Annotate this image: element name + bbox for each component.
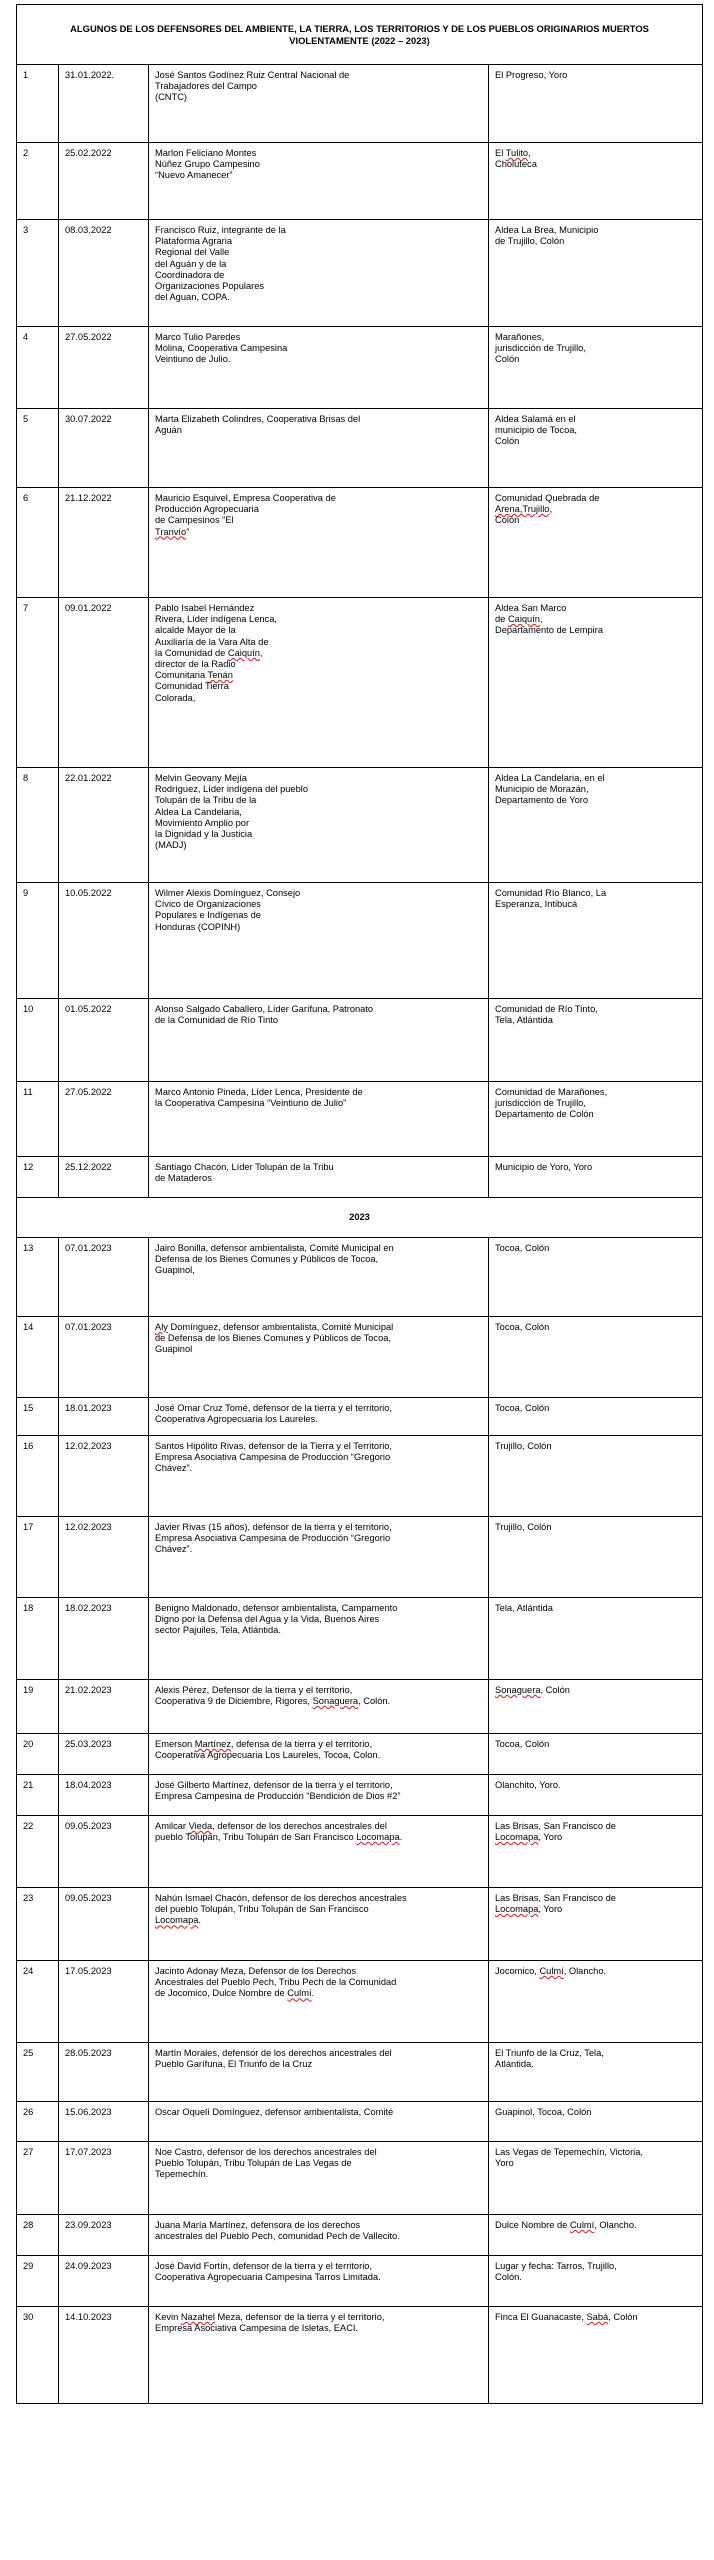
row-name-organization [149, 143, 489, 220]
row-place-line: Guapinol, Tocoa, Colón [495, 2107, 592, 2117]
row-place [489, 1888, 703, 1961]
row-name-organization [149, 1680, 489, 1734]
row-place [489, 488, 703, 598]
row-name-organization-line: ancestrales del Pueblo Pech, comunidad Pech de Vallecito. [155, 2231, 400, 2242]
row-name-organization [149, 1961, 489, 2043]
row-name-organization-line: de Mataderos [155, 1173, 212, 1184]
row-name-organization-line: Pablo Isabel Hernández [155, 603, 255, 613]
row-place-line: Tocoa, Colón [495, 1243, 550, 1253]
table-row [17, 65, 703, 143]
row-name-organization-line: Cooperativa Agropecuaria los Laureles. [155, 1414, 318, 1425]
row-name-organization-line: Regional del Valle [155, 247, 230, 258]
row-number: 5 [17, 409, 59, 488]
row-name-organization-line: Chávez”. [155, 1544, 193, 1555]
row-date: 07.01.2023 [59, 1238, 149, 1317]
row-name-organization-line: Tepemechín. [155, 2169, 209, 2180]
row-name-organization [149, 2215, 489, 2256]
row-name-organization-line: Aguán [155, 425, 182, 436]
row-place-line: Aldea La Brea, Municipio [495, 225, 599, 235]
row-place [489, 598, 703, 768]
row-place-line: Finca El Guanacaste, Sabá, Colón [495, 2312, 638, 2322]
row-date: 18.01.2023 [59, 1398, 149, 1436]
row-place-line: Aldea San Marco [495, 603, 567, 613]
row-place [489, 1398, 703, 1436]
row-place-line: Comunidad de Río Tinto, [495, 1004, 598, 1014]
row-date: 30.07.2022 [59, 409, 149, 488]
row-place [489, 768, 703, 883]
row-number: 19 [17, 1680, 59, 1734]
row-name-organization [149, 1734, 489, 1775]
row-name-organization-line: Marlon Feliciano Montes [155, 148, 257, 158]
row-name-organization-line: director de la Radio [155, 659, 236, 670]
row-name-organization [149, 1816, 489, 1888]
table-row [17, 2256, 703, 2307]
row-name-organization-line: Ancestrales del Pueblo Pech, Tribu Pech de la Comunidad [155, 1977, 397, 1988]
row-name-organization-line: Tolupán de la Tribu de la [155, 795, 257, 806]
table-row [17, 999, 703, 1082]
row-place-line: Tela, Atlántida [495, 1603, 553, 1613]
row-name-organization-line: José Omar Cruz Tomé, defensor de la tierra y el territorio, [155, 1403, 392, 1413]
table-row [17, 409, 703, 488]
row-number: 20 [17, 1734, 59, 1775]
row-name-organization-line: Pueblo Garífuna, El Triunfo de la Cruz [155, 2059, 313, 2070]
row-place-line: Choluteca [495, 159, 537, 170]
row-name-organization-line: Pueblo Tolupán, Tribu Tolupán de Las Vegas de [155, 2158, 352, 2169]
row-number: 16 [17, 1436, 59, 1517]
table-row [17, 1680, 703, 1734]
row-number: 18 [17, 1598, 59, 1680]
row-place-line: Municipio de Yoro, Yoro [495, 1162, 593, 1172]
row-name-organization-line: Marco Antonio Pineda, Líder Lenca, Presidente de [155, 1087, 363, 1097]
year-row-2023 [17, 1198, 703, 1238]
row-name-organization-line: del pueblo Tolupán, Tribu Tolupán de San Francisco [155, 1904, 369, 1915]
title-row [17, 5, 703, 65]
row-name-organization-line: la Cooperativa Campesina “Veintiuno de Julio” [155, 1098, 347, 1109]
row-place-line: jurisdicción de Trujillo, [495, 1098, 586, 1109]
row-place [489, 883, 703, 999]
row-name-organization-line: Organizaciones Populares [155, 281, 265, 292]
row-place-line: Atlántida. [495, 2059, 534, 2070]
row-name-organization [149, 598, 489, 768]
row-place-line: Olanchito, Yoro. [495, 1780, 561, 1790]
row-date: 15.06.2023 [59, 2102, 149, 2142]
row-date: 01.05.2022 [59, 999, 149, 1082]
row-name-organization-line: Auxiliaría de la Vara Alta de [155, 636, 269, 647]
row-date: 28.05.2023 [59, 2043, 149, 2102]
row-name-organization [149, 327, 489, 409]
row-name-organization-line: Comunidad Tierra [155, 681, 229, 692]
row-date: 09.05.2023 [59, 1888, 149, 1961]
row-name-organization [149, 2142, 489, 2215]
table-row [17, 1598, 703, 1680]
row-name-organization-line: Nahún Ismael Chacón, defensor de los derechos ancestrales [155, 1893, 407, 1903]
row-name-organization-line: “Nuevo Amanecer” [155, 170, 233, 181]
row-place [489, 327, 703, 409]
row-name-organization [149, 1398, 489, 1436]
row-name-organization-line: Jairo Bonilla, defensor ambientalista, Comité Municipal en [155, 1243, 394, 1253]
table-row [17, 1157, 703, 1198]
table-row [17, 2142, 703, 2215]
row-number: 4 [17, 327, 59, 409]
row-place-line: Departamento de Lempira [495, 625, 604, 636]
row-name-organization-line: José Santos Godínez Ruiz Central Nacional de [155, 70, 350, 80]
row-name-organization [149, 1157, 489, 1198]
row-name-organization-line: la Comunidad de Caiquín, [155, 647, 263, 658]
row-date: 18.04.2023 [59, 1775, 149, 1816]
row-place-line: Dulce Nombre de Culmí, Olancho. [495, 2220, 637, 2230]
row-name-organization-line: Locomapa. [155, 1915, 202, 1926]
table-row [17, 143, 703, 220]
row-place-line: Trujillo, Colón [495, 1441, 552, 1451]
row-place-line: Tocoa, Colón [495, 1739, 550, 1749]
table-row [17, 1238, 703, 1317]
row-date: 23.09.2023 [59, 2215, 149, 2256]
row-place-line: de Caiquín, [495, 614, 543, 625]
row-name-organization-line: Javier Rivas (15 años), defensor de la tierra y el territorio, [155, 1522, 392, 1532]
row-name-organization-line: Jacinto Adonay Meza, Defensor de los Derechos [155, 1966, 357, 1976]
row-place-line: Yoro [495, 2158, 514, 2169]
row-place-line: Departamento de Yoro [495, 795, 589, 806]
row-name-organization-line: José David Fortín, defensor de la tierra y el territorio, [155, 2261, 373, 2271]
table-row [17, 1816, 703, 1888]
row-name-organization-line: la Dignidad y la Justicia [155, 829, 253, 840]
row-name-organization-line: (CNTC) [155, 92, 188, 103]
row-place [489, 1734, 703, 1775]
row-name-organization-line: Empresa Asociativa Campesina de Producción “Gregorio [155, 1452, 391, 1463]
row-name-organization-line: Wilmer Alexis Domínguez, Consejo [155, 888, 301, 898]
row-name-organization-line: de Campesinos “El [155, 515, 234, 526]
row-place-line: Comunidad Quebrada de [495, 493, 600, 503]
row-name-organization-line: Rivera, Líder indígena Lenca, [155, 614, 277, 625]
row-place [489, 220, 703, 327]
row-name-organization-line: Marta Elizabeth Colindres, Cooperativa Brisas del [155, 414, 361, 424]
row-place-line: Jocomico, Culmí, Olancho. [495, 1966, 607, 1976]
table-row [17, 883, 703, 999]
row-name-organization-line: Guapinol, [155, 1265, 195, 1276]
row-date: 31.01.2022. [59, 65, 149, 143]
row-name-organization-line: Coordinadora de [155, 269, 225, 280]
row-place-line: Las Vegas de Tepemechín, Victoria, [495, 2147, 643, 2157]
row-place-line: Tocoa, Colón [495, 1322, 550, 1332]
row-name-organization-line: Cívico de Organizaciones [155, 899, 261, 910]
row-place-line: Comunidad Río Blanco, La [495, 888, 607, 898]
row-name-organization-line: alcalde Mayor de la [155, 625, 236, 636]
row-number: 26 [17, 2102, 59, 2142]
row-number: 8 [17, 768, 59, 883]
row-date: 10.05.2022 [59, 883, 149, 999]
row-place [489, 1317, 703, 1398]
row-name-organization-line: Juana María Martínez, defensora de los derechos [155, 2220, 361, 2230]
row-name-organization-line: Tranvío” [155, 526, 190, 537]
table-row [17, 1775, 703, 1816]
row-number: 13 [17, 1238, 59, 1317]
row-name-organization-line: de Jocomico, Dulce Nombre de Culmí. [155, 1988, 315, 1999]
row-place [489, 1436, 703, 1517]
row-place-line: Locomapa, Yoro [495, 1832, 563, 1843]
row-place-line: Sonaguera, Colón [495, 1685, 570, 1695]
row-number: 2 [17, 143, 59, 220]
row-name-organization [149, 2256, 489, 2307]
row-place [489, 2142, 703, 2215]
row-place-line: Tocoa, Colón [495, 1403, 550, 1413]
row-date: 07.01.2023 [59, 1317, 149, 1398]
row-name-organization-line: Honduras (COPINH) [155, 921, 241, 932]
row-place-line: de Trujillo, Colón [495, 236, 565, 247]
row-name-organization-line: Noe Castro, defensor de los derechos ancestrales del [155, 2147, 377, 2157]
table-row [17, 1734, 703, 1775]
row-place-line: Aldea Salamá en el [495, 414, 576, 424]
row-place-line: El Progreso, Yoro [495, 70, 568, 80]
row-date: 12.02.2023 [59, 1436, 149, 1517]
row-name-organization-line: Molina, Cooperativa Campesina [155, 343, 288, 354]
row-place-line: Marañones, [495, 332, 545, 342]
row-name-organization-line: de Defensa de los Bienes Comunes y Públicos de Tocoa, [155, 1333, 392, 1344]
table-row [17, 2102, 703, 2142]
row-name-organization-line: Movimiento Amplio por [155, 817, 250, 828]
row-place [489, 2043, 703, 2102]
row-place-line: municipio de Tocoa, [495, 425, 578, 436]
row-place-line: Aldea La Candelaria, en el [495, 773, 605, 783]
row-number: 12 [17, 1157, 59, 1198]
row-name-organization-line: Marco Tulio Paredes [155, 332, 241, 342]
table-row [17, 1436, 703, 1517]
row-date: 27.05.2022 [59, 327, 149, 409]
table-row [17, 1398, 703, 1436]
row-place [489, 409, 703, 488]
row-date: 12.02.2023 [59, 1517, 149, 1598]
row-place-line: Colón [495, 354, 520, 365]
row-place [489, 1238, 703, 1317]
row-name-organization-line: Aly Domínguez, defensor ambientalista, Comité Municipal [155, 1322, 394, 1332]
row-name-organization [149, 1436, 489, 1517]
row-place [489, 2307, 703, 2404]
row-number: 24 [17, 1961, 59, 2043]
row-date: 17.05.2023 [59, 1961, 149, 2043]
row-place-line: El Tulito, [495, 148, 531, 158]
row-name-organization-line: de la Comunidad de Río Tinto [155, 1015, 279, 1026]
victims-table [16, 4, 703, 2404]
row-place-line: Las Brisas, San Francisco de [495, 1821, 616, 1831]
row-date: 09.01.2022 [59, 598, 149, 768]
row-name-organization-line: Oscar Oquelí Domínguez, defensor ambientalista, Comité [155, 2107, 394, 2117]
table-row [17, 1082, 703, 1157]
row-place [489, 1598, 703, 1680]
row-place-line: Esperanza, Intibucá [495, 899, 578, 910]
row-number: 27 [17, 2142, 59, 2215]
row-name-organization-line: Digno por la Defensa del Agua y la Vida, Buenos Aires [155, 1614, 380, 1625]
row-date: 22.01.2022 [59, 768, 149, 883]
row-place [489, 143, 703, 220]
row-name-organization [149, 2102, 489, 2142]
row-name-organization-line: Comunitaria Tenán [155, 670, 233, 681]
table-row [17, 598, 703, 768]
row-number: 30 [17, 2307, 59, 2404]
row-place-line: Tela, Atlántida [495, 1015, 553, 1026]
row-name-organization-line: Defensa de los Bienes Comunes y Públicos de Tocoa, [155, 1254, 379, 1265]
row-place [489, 1157, 703, 1198]
row-name-organization-line: Emerson Martínez, defensa de la tierra y el territorio, [155, 1739, 373, 1749]
row-place-line: Departamento de Colón [495, 1109, 594, 1120]
row-name-organization-line: Alonso Salgado Caballero, Líder Garífuna, Patronato [155, 1004, 374, 1014]
row-place [489, 1680, 703, 1734]
row-place [489, 65, 703, 143]
row-name-organization [149, 2043, 489, 2102]
row-number: 29 [17, 2256, 59, 2307]
table-row [17, 2043, 703, 2102]
row-place-line: Las Brisas, San Francisco de [495, 1893, 616, 1903]
row-place-line: Arena,Trujillo, [495, 504, 553, 515]
row-name-organization-line: sector Pajuiles, Tela, Atlántida. [155, 1625, 281, 1636]
row-name-organization [149, 1238, 489, 1317]
row-place [489, 1961, 703, 2043]
row-name-organization-line: Cooperativa Agropecuaria Los Laureles, Tocoa, Colon. [155, 1750, 381, 1761]
title-line-2: VIOLENTAMENTE (2022 – 2023) [289, 34, 430, 46]
row-date: 21.02.2023 [59, 1680, 149, 1734]
row-name-organization [149, 883, 489, 999]
row-name-organization-line: Producción Agropecuaria [155, 504, 259, 515]
row-place-line: Colón [495, 436, 520, 447]
row-name-organization-line: Benigno Maldonado, defensor ambientalista, Campamento [155, 1603, 398, 1613]
row-name-organization-line: Guapinol [155, 1344, 193, 1355]
row-place-line: Municipio de Morazán, [495, 784, 589, 795]
row-name-organization-line: Martín Morales, defensor de los derechos ancestrales del [155, 2048, 392, 2058]
row-number: 22 [17, 1816, 59, 1888]
row-number: 7 [17, 598, 59, 768]
row-place-line: jurisdicción de Trujillo, [495, 343, 586, 354]
row-date: 21.12.2022 [59, 488, 149, 598]
row-place [489, 1082, 703, 1157]
row-name-organization [149, 65, 489, 143]
row-name-organization-line: Trabajadores del Campo [155, 81, 257, 92]
row-number: 9 [17, 883, 59, 999]
row-name-organization-line: (MADJ) [155, 840, 187, 851]
row-date: 18.02.2023 [59, 1598, 149, 1680]
row-number: 10 [17, 999, 59, 1082]
year-heading: 2023 [17, 1198, 703, 1238]
row-place [489, 2256, 703, 2307]
table-row [17, 488, 703, 598]
row-name-organization-line: Santiago Chacón, Líder Tolupán de la Tribu [155, 1162, 334, 1172]
row-name-organization-line: Amilcar Vieda, defensor de los derechos ancestrales del [155, 1821, 387, 1831]
row-name-organization-line: del Aguan, COPA. [155, 292, 230, 303]
row-name-organization [149, 1082, 489, 1157]
table-row [17, 2215, 703, 2256]
row-name-organization-line: Populares e Indígenas de [155, 910, 261, 921]
row-date: 14.10.2023 [59, 2307, 149, 2404]
row-date: 25.02.2022 [59, 143, 149, 220]
row-place [489, 1775, 703, 1816]
row-name-organization-line: Francisco Ruiz, integrante de la [155, 225, 286, 235]
row-name-organization-line: Cooperativa Agropecuaria Campesina Tarros Limitada. [155, 2272, 381, 2283]
row-name-organization-line: Empresa Asociativa Campesina de Producción “Gregorio [155, 1533, 391, 1544]
row-name-organization-line: Melvin Geovany Mejía [155, 773, 247, 783]
row-name-organization [149, 488, 489, 598]
row-name-organization-line: Núñez Grupo Campesino [155, 159, 260, 170]
row-place [489, 999, 703, 1082]
row-number: 25 [17, 2043, 59, 2102]
row-number: 28 [17, 2215, 59, 2256]
row-number: 23 [17, 1888, 59, 1961]
table-title [17, 5, 703, 65]
row-place-line: Comunidad de Marañones, [495, 1087, 608, 1097]
row-place-line: Lugar y fecha: Tarros, Trujillo, [495, 2261, 617, 2271]
row-place-line: Colón. [495, 2272, 522, 2283]
row-name-organization [149, 1888, 489, 1961]
row-name-organization [149, 1775, 489, 1816]
table-row [17, 1888, 703, 1961]
row-date: 17.07.2023 [59, 2142, 149, 2215]
table-row [17, 1961, 703, 2043]
row-date: 24.09.2023 [59, 2256, 149, 2307]
row-name-organization-line: Empresa Asociativa Campesina de Isletas, EACI. [155, 2323, 359, 2334]
row-name-organization-line: Aldea La Candelaria, [155, 806, 242, 817]
row-name-organization [149, 768, 489, 883]
row-name-organization-line: Colorada, [155, 692, 196, 703]
title-line-1: ALGUNOS DE LOS DEFENSORES DEL AMBIENTE, LA TIERRA, LOS TERRITORIOS Y DE LOS PUEBLOS ORIGINARIOS MUERTOS [70, 22, 649, 34]
table-row [17, 327, 703, 409]
row-name-organization [149, 2307, 489, 2404]
table-row [17, 2307, 703, 2404]
row-name-organization [149, 1517, 489, 1598]
row-name-organization-line: pueblo Tolupán, Tribu Tolupán de San Francisco Locomapa. [155, 1832, 403, 1843]
row-place [489, 2215, 703, 2256]
row-place-line: El Triunfo de la Cruz, Tela, [495, 2048, 604, 2058]
row-name-organization-line: Mauricio Esquivel, Empresa Cooperativa de [155, 493, 336, 503]
row-number: 11 [17, 1082, 59, 1157]
table-row [17, 768, 703, 883]
row-place-line: Trujillo, Colón [495, 1522, 552, 1532]
row-place [489, 1816, 703, 1888]
row-date: 25.03.2023 [59, 1734, 149, 1775]
row-name-organization [149, 409, 489, 488]
table-row [17, 220, 703, 327]
row-date: 25.12.2022 [59, 1157, 149, 1198]
row-name-organization-line: Cooperativa 9 de Diciembre, Rigores, Sonaguera, Colón. [155, 1696, 391, 1707]
row-date: 09.05.2023 [59, 1816, 149, 1888]
row-name-organization [149, 220, 489, 327]
row-place [489, 2102, 703, 2142]
row-number: 1 [17, 65, 59, 143]
row-number: 14 [17, 1317, 59, 1398]
row-name-organization-line: Santos Hipólito Rivas, defensor de la Tierra y el Territorio, [155, 1441, 393, 1451]
row-name-organization-line: Alexis Pérez, Defensor de la tierra y el territorio, [155, 1685, 353, 1695]
row-name-organization [149, 1317, 489, 1398]
table-row [17, 1517, 703, 1598]
row-name-organization-line: Empresa Campesina de Producción “Bendición de Dios #2” [155, 1791, 401, 1802]
row-name-organization-line: Kevin Nazahel Meza, defensor de la tierra y el territorio, [155, 2312, 385, 2322]
row-number: 15 [17, 1398, 59, 1436]
row-name-organization [149, 999, 489, 1082]
row-place-line: Colón [495, 515, 520, 526]
row-name-organization-line: Chávez”. [155, 1463, 193, 1474]
row-date: 08.03.2022 [59, 220, 149, 327]
row-date: 27.05.2022 [59, 1082, 149, 1157]
row-name-organization-line: José Gilberto Martínez, defensor de la tierra y el territorio, [155, 1780, 393, 1790]
row-name-organization [149, 1598, 489, 1680]
row-number: 21 [17, 1775, 59, 1816]
row-name-organization-line: Veintiuno de Julio. [155, 354, 231, 365]
table-row [17, 1317, 703, 1398]
row-place [489, 1517, 703, 1598]
row-number: 17 [17, 1517, 59, 1598]
row-place-line: Locomapa, Yoro [495, 1904, 563, 1915]
row-name-organization-line: Plataforma Agraria [155, 236, 232, 247]
row-number: 3 [17, 220, 59, 327]
row-name-organization-line: del Aguán y de la [155, 258, 227, 269]
row-number: 6 [17, 488, 59, 598]
row-name-organization-line: Rodríguez, Líder indígena del pueblo [155, 784, 308, 795]
